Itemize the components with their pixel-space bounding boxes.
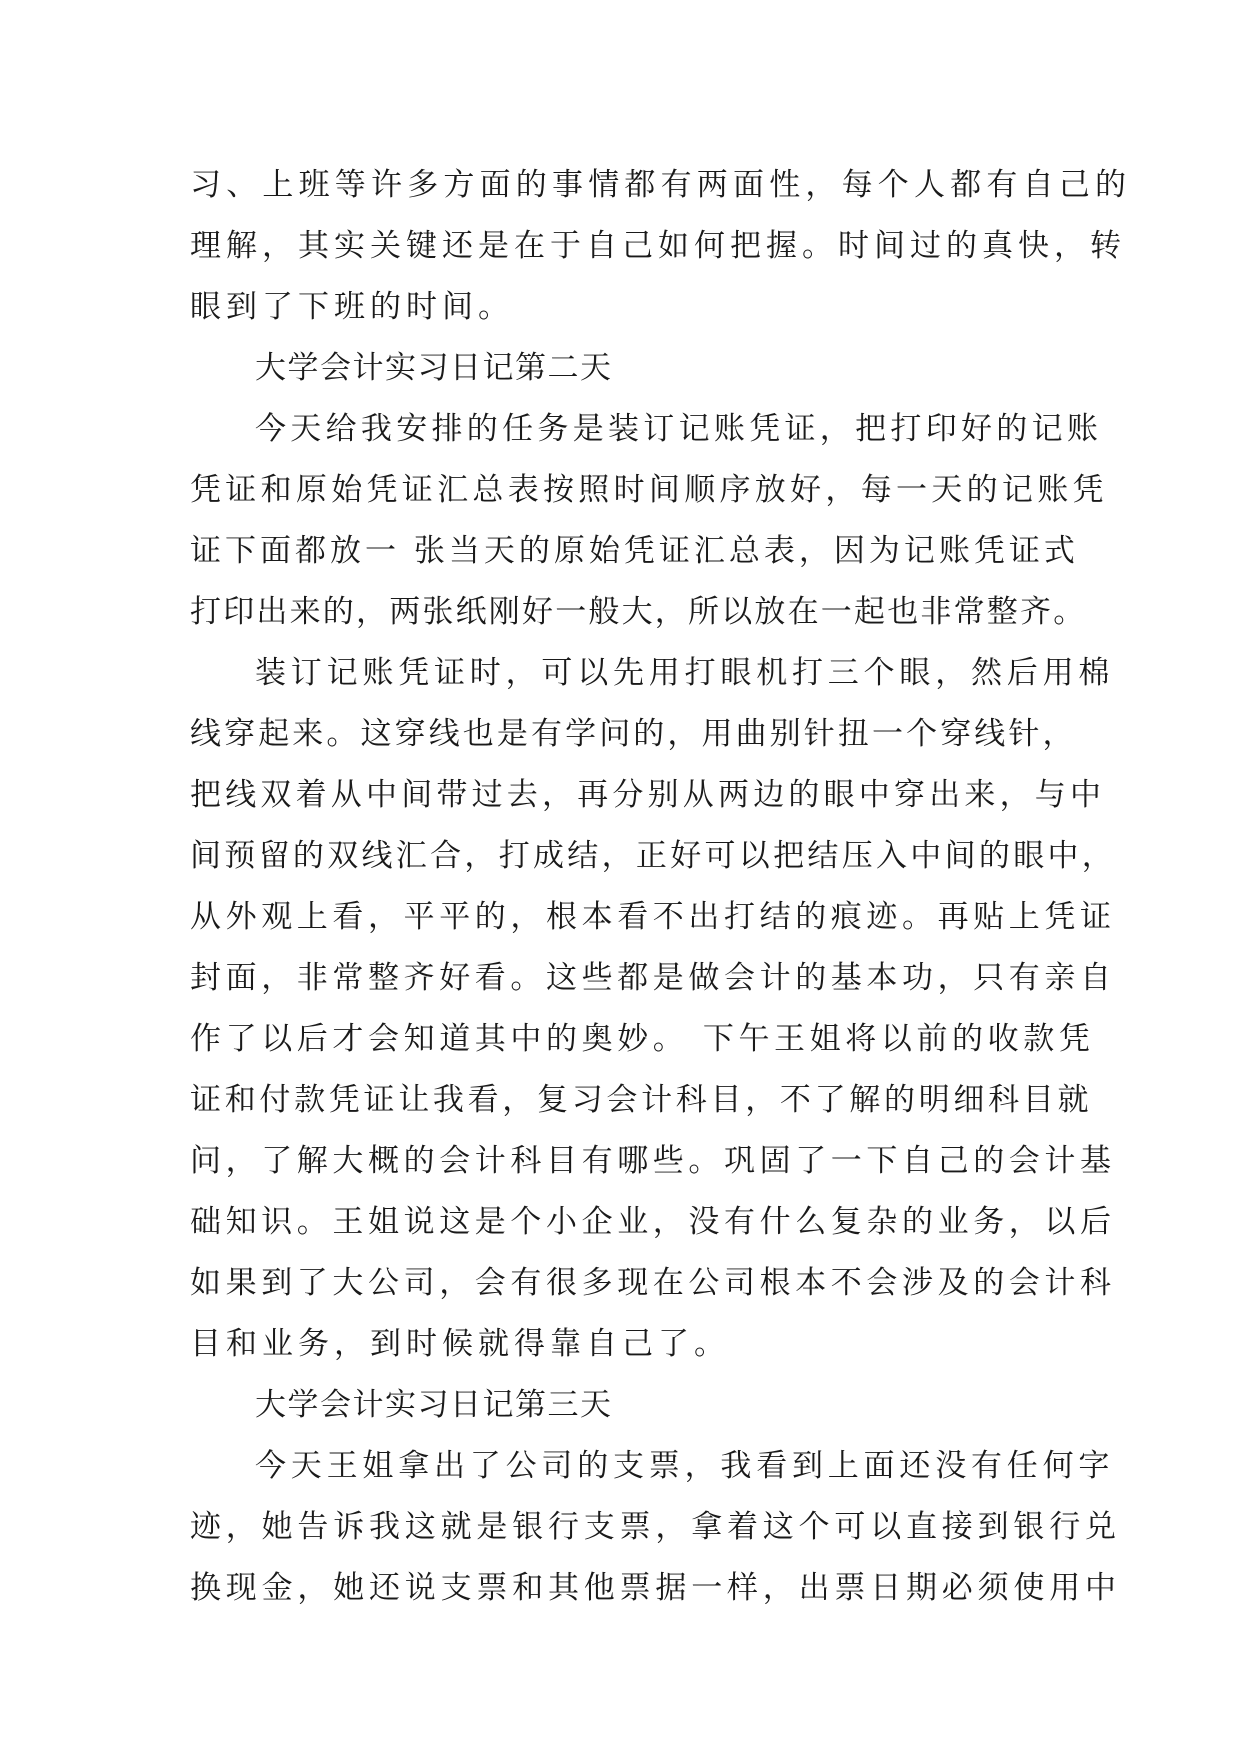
body-text-line: 证和付款凭证让我看，复习会计科目，不了解的明细科目就	[190, 1082, 1093, 1118]
body-text-line: 从外观上看，平平的，根本看不出打结的痕迹。再贴上凭证	[190, 899, 1116, 935]
body-text-line: 今天王姐拿出了公司的支票，我看到上面还没有任何字	[255, 1448, 1115, 1484]
body-text-line: 眼到了下班的时间。	[190, 289, 514, 325]
body-text-line: 把线双着从中间带过去，再分别从两边的眼中穿出来，与中	[190, 777, 1106, 813]
body-text-line: 打印出来的，两张纸刚好一般大，所以放在一起也非常整齐。	[190, 594, 1087, 630]
body-text-line: 问，了解大概的会计科目有哪些。巩固了一下自己的会计基	[190, 1143, 1116, 1179]
body-text-line: 换现金，她还说支票和其他票据一样，出票日期必须使用中	[190, 1570, 1121, 1606]
body-text-line: 今天给我安排的任务是装订记账凭证，把打印好的记账	[255, 411, 1103, 447]
body-text-line: 目和业务，到时候就得靠自己了。	[190, 1326, 730, 1362]
section-heading-day-3: 大学会计实习日记第三天	[255, 1387, 613, 1423]
body-text-line: 迹，她告诉我这就是银行支票，拿着这个可以直接到银行兑	[190, 1509, 1121, 1545]
body-text-line: 如果到了大公司，会有很多现在公司根本不会涉及的会计科	[190, 1265, 1116, 1301]
body-text-line: 理解，其实关键还是在于自己如何把握。时间过的真快，转	[190, 228, 1126, 264]
body-text-line: 装订记账凭证时，可以先用打眼机打三个眼，然后用棉	[255, 655, 1115, 691]
body-text-line: 封面，非常整齐好看。这些都是做会计的基本功，只有亲自	[190, 960, 1116, 996]
body-text-line: 习、上班等许多方面的事情都有两面性，每个人都有自己的	[190, 167, 1132, 203]
body-text-line: 间预留的双线汇合，打成结，正好可以把结压入中间的眼中，	[190, 838, 1117, 874]
body-text-line: 线穿起来。这穿线也是有学问的，用曲别针扭一个穿线针，	[190, 716, 1077, 752]
body-text-line: 凭证和原始凭证汇总表按照时间顺序放好，每一天的记账凭	[190, 472, 1108, 508]
body-text-line: 础知识。王姐说这是个小企业，没有什么复杂的业务，以后	[190, 1204, 1116, 1240]
section-heading-day-2: 大学会计实习日记第二天	[255, 350, 613, 386]
body-text-line: 作了以后才会知道其中的奥妙。 下午王姐将以前的收款凭	[190, 1021, 1095, 1057]
body-text-line: 证下面都放一 张当天的原始凭证汇总表，因为记账凭证式	[190, 533, 1079, 569]
